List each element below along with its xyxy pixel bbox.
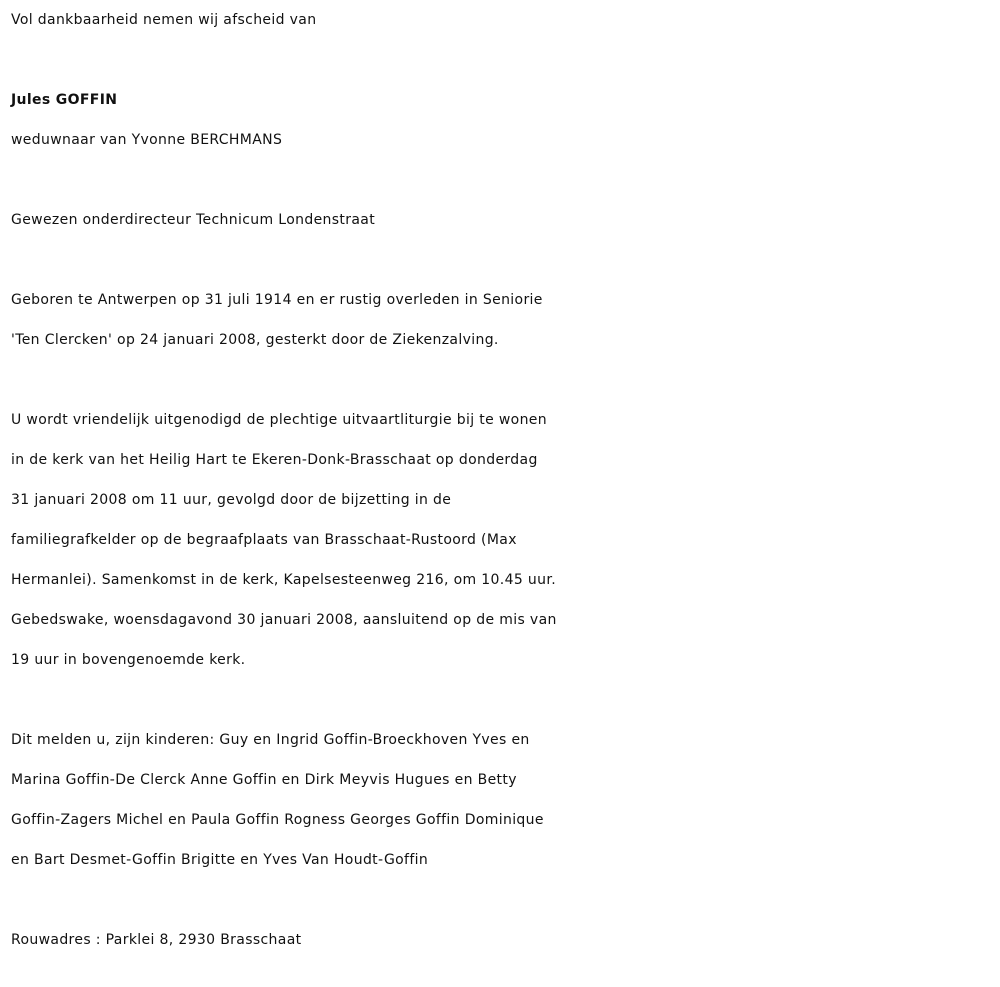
spacer [11, 360, 996, 400]
spacer [11, 240, 996, 280]
paragraph-line: Hermanlei). Samenkomst in de kerk, Kapelsesteenweg 216, om 10.45 uur. [11, 572, 556, 588]
paragraph-line: in de kerk van het Heilig Hart te Ekeren-Donk-Brasschaat op donderdag [11, 452, 538, 468]
paragraph-line: 'Ten Clercken' op 24 januari 2008, gesterkt door de Ziekenzalving. [11, 332, 499, 348]
obituary-notice [11, 0, 996, 960]
paragraph-line: 31 januari 2008 om 11 uur, gevolgd door de bijzetting in de [11, 492, 452, 508]
paragraph-line: familiegrafkelder op de begraafplaats van Brasschaat-Rustoord (Max [11, 532, 517, 548]
deceased-name: Jules GOFFIN [11, 92, 118, 108]
paragraph-line: U wordt vriendelijk uitgenodigd de plechtige uitvaartliturgie bij te wonen [11, 412, 547, 428]
spacer [11, 680, 996, 720]
paragraph-line: 19 uur in bovengenoemde kerk. [11, 652, 246, 668]
family-paragraph [11, 720, 996, 880]
occupation-line: Gewezen onderdirecteur Technicum Londenstraat [11, 212, 376, 228]
paragraph-line: Geboren te Antwerpen op 31 juli 1914 en er rustig overleden in Seniorie [11, 292, 543, 308]
spacer [11, 160, 996, 200]
paragraph-line: en Bart Desmet-Goffin Brigitte en Yves Van Houdt-Goffin [11, 852, 429, 868]
mourning-address: Rouwadres : Parklei 8, 2930 Brasschaat [11, 932, 302, 948]
ceremony-paragraph [11, 400, 996, 680]
spacer [11, 40, 996, 80]
spouse-line: weduwnaar van Yvonne BERCHMANS [11, 132, 283, 148]
spacer [11, 880, 996, 920]
paragraph-line: Goffin-Zagers Michel en Paula Goffin Rogness Georges Goffin Dominique [11, 812, 544, 828]
paragraph-line: Marina Goffin-De Clerck Anne Goffin en Dirk Meyvis Hugues en Betty [11, 772, 517, 788]
paragraph-line: Gebedswake, woensdagavond 30 januari 2008, aansluitend op de mis van [11, 612, 557, 628]
birth-death-paragraph [11, 280, 996, 360]
intro-line: Vol dankbaarheid nemen wij afscheid van [11, 12, 317, 28]
paragraph-line: Dit melden u, zijn kinderen: Guy en Ingrid Goffin-Broeckhoven Yves en [11, 732, 530, 748]
